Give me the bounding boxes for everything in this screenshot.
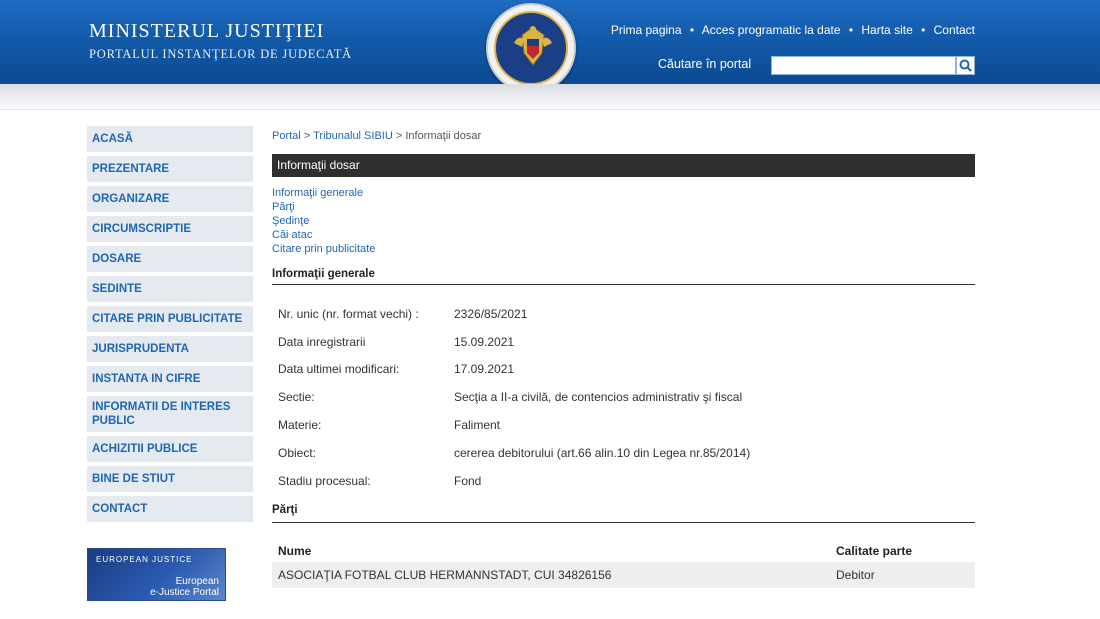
link-harta-site[interactable]: Harta site — [861, 23, 913, 37]
info-row — [272, 383, 756, 411]
sidebar-item-achizitii-publice[interactable]: ACHIZITII PUBLICE — [87, 436, 253, 466]
info-row — [272, 328, 756, 356]
info-row — [272, 411, 756, 439]
info-value: 15.09.2021 — [454, 334, 515, 349]
parte-calitate: Debitor — [830, 562, 975, 588]
sidebar-item-dosare[interactable]: DOSARE — [87, 246, 253, 276]
general-info-table — [272, 300, 756, 495]
info-row — [272, 439, 756, 467]
sidebar-item-bine-de-stiut[interactable]: BINE DE STIUT — [87, 466, 253, 496]
sidebar-item-prezentare[interactable]: PREZENTARE — [87, 156, 253, 186]
info-value: 17.09.2021 — [454, 362, 515, 377]
info-label: Data ultimei modificari: — [278, 362, 400, 377]
info-value: Fond — [454, 473, 482, 488]
top-links — [611, 23, 975, 37]
ejustice-banner-bottom — [150, 576, 219, 598]
sidebar-item-sedinte[interactable]: SEDINTE — [87, 276, 253, 306]
main-content — [272, 126, 975, 588]
info-label: Sectie: — [278, 390, 315, 405]
section-title: Informaţii dosar — [272, 154, 975, 177]
breadcrumb-tribunal[interactable]: Tribunalul SIBIU — [313, 130, 393, 142]
site-title: MINISTERUL JUSTIŢIEI — [89, 20, 325, 42]
breadcrumb-separator: > — [395, 130, 403, 142]
sidebar-item-organizare[interactable]: ORGANIZARE — [87, 186, 253, 216]
european-e-justice-banner[interactable] — [87, 548, 226, 601]
anchor-sedinte[interactable]: Şedinţe — [272, 215, 310, 227]
section-anchors — [272, 186, 975, 256]
sidebar-item-informatii-de-interes-public[interactable]: INFORMATII DE INTERES PUBLIC — [87, 396, 253, 436]
site-header — [0, 0, 1100, 84]
parti-header-row — [272, 540, 975, 562]
search-button[interactable] — [956, 56, 975, 75]
sidebar-item-instanta-in-cifre[interactable]: INSTANTA IN CIFRE — [87, 366, 253, 396]
link-separator: • — [848, 23, 854, 37]
info-label: Materie: — [278, 418, 322, 433]
column-header-nume: Nume — [278, 543, 312, 558]
header-band — [0, 84, 1100, 110]
ejustice-banner-top: EUROPEAN JUSTICE — [96, 555, 193, 564]
ejustice-banner-line1: European — [175, 576, 219, 587]
parti-heading: Părţi — [272, 504, 975, 523]
info-label: Stadiu procesual: — [278, 473, 371, 488]
eagle-crest-icon — [496, 13, 570, 87]
anchor-citare-prin-publicitate[interactable]: Citare prin publicitate — [272, 243, 376, 255]
info-row — [272, 467, 756, 495]
parti-table — [272, 540, 975, 588]
info-value: Secţia a II-a civilă, de contencios administrativ şi fiscal — [454, 390, 743, 405]
sidebar-item-citare-prin-publicitate[interactable]: CITARE PRIN PUBLICITATE — [87, 306, 253, 336]
link-separator: • — [689, 23, 695, 37]
info-value: 2326/85/2021 — [454, 306, 528, 321]
breadcrumb-portal[interactable]: Portal — [272, 130, 301, 142]
search-label: Căutare în portal — [658, 57, 752, 71]
breadcrumb — [272, 130, 975, 147]
info-label: Data inregistrarii — [278, 334, 366, 349]
sidebar-item-circumscriptie[interactable]: CIRCUMSCRIPTIE — [87, 216, 253, 246]
parte-nume: ASOCIAŢIA FOTBAL CLUB HERMANNSTADT, CUI 34826156 — [272, 562, 830, 588]
sidebar-item-contact[interactable]: CONTACT — [87, 496, 253, 526]
coat-of-arms-logo — [486, 3, 576, 93]
column-header-calitate: Calitate parte — [836, 543, 913, 558]
info-row — [272, 300, 756, 328]
link-prima-pagina[interactable]: Prima pagina — [610, 23, 682, 37]
general-info-heading: Informaţii generale — [272, 268, 975, 285]
site-subtitle: PORTALUL INSTANŢELOR DE JUDECATĂ — [89, 47, 352, 61]
search-icon — [957, 57, 974, 74]
ejustice-banner-line2: e-Justice Portal — [150, 587, 219, 598]
link-acces-programatic[interactable]: Acces programatic la date — [701, 23, 841, 37]
info-label: Nr. unic (nr. format vechi) : — [278, 306, 419, 321]
breadcrumb-separator: > — [303, 130, 311, 142]
info-value: Faliment — [454, 418, 501, 433]
sidebar-nav — [87, 126, 253, 526]
sidebar-item-jurisprudenta[interactable]: JURISPRUDENTA — [87, 336, 253, 366]
link-separator: • — [921, 23, 926, 37]
breadcrumb-current: Informaţii dosar — [405, 130, 482, 142]
info-label: Obiect: — [278, 445, 317, 460]
link-contact[interactable]: Contact — [933, 23, 975, 37]
anchor-cai-atac[interactable]: Căi atac — [272, 229, 313, 241]
anchor-informatii-generale[interactable]: Informaţii generale — [272, 187, 364, 199]
info-row — [272, 356, 756, 384]
table-row — [272, 562, 975, 588]
sidebar-item-acasa[interactable]: ACASĂ — [87, 126, 253, 156]
anchor-parti[interactable]: Părţi — [272, 201, 295, 213]
search-input[interactable] — [771, 56, 956, 75]
info-value: cererea debitorului (art.66 alin.10 din Legea nr.85/2014) — [454, 445, 751, 460]
